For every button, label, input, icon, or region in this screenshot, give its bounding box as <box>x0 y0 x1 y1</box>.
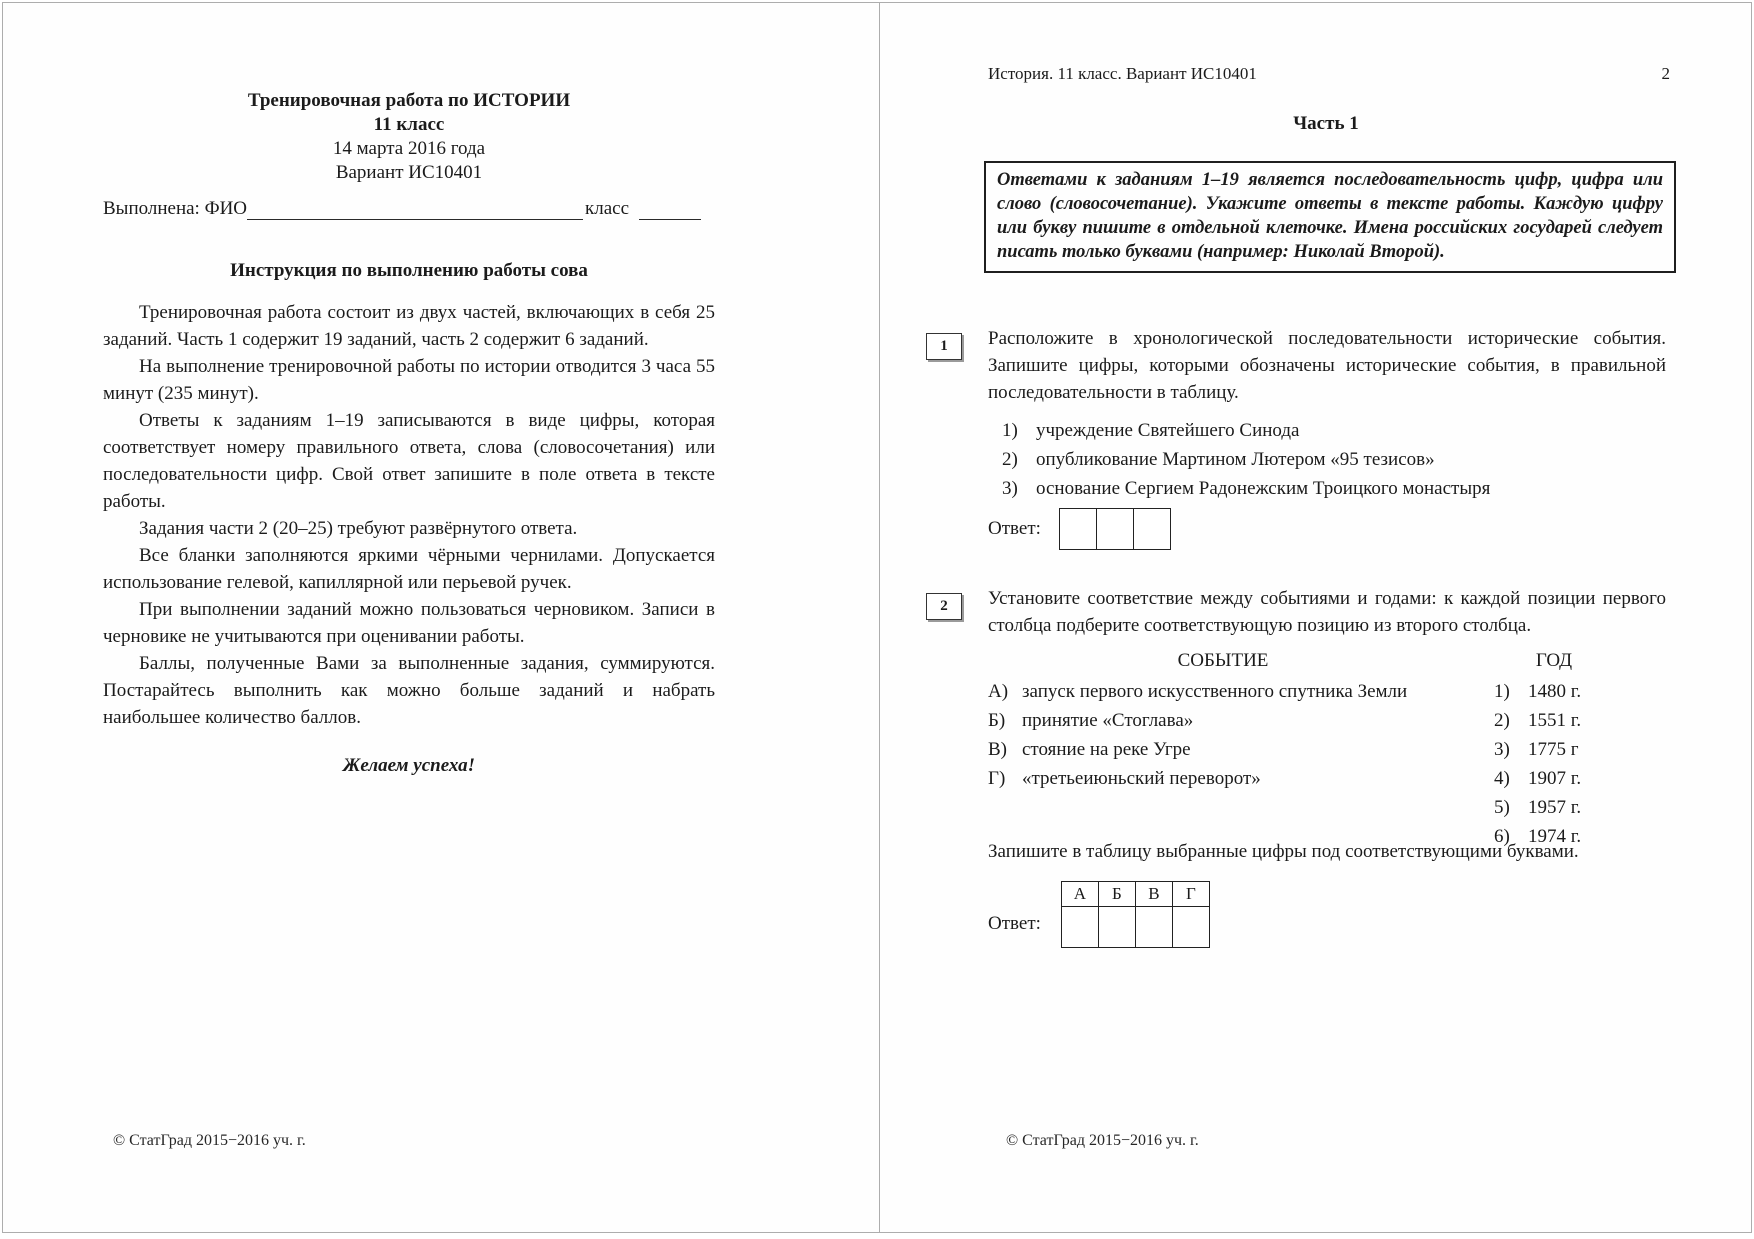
year-item <box>1494 677 1690 706</box>
item-number: 1) <box>1002 420 1018 441</box>
years-list <box>1458 677 1690 851</box>
answer-cell[interactable] <box>1061 907 1098 948</box>
question-1-answer-row <box>988 508 1171 550</box>
item-text: принятие «Стоглава» <box>1022 710 1194 731</box>
events-list <box>988 677 1458 851</box>
item-letter: Б) <box>988 710 1006 731</box>
year-item <box>1494 735 1690 764</box>
item-text: «третьеиюньский переворот» <box>1022 768 1261 789</box>
part-heading: Часть 1 <box>1293 113 1359 134</box>
page-number: 2 <box>1661 64 1670 83</box>
list-item <box>1002 474 1490 503</box>
list-item <box>1002 445 1490 474</box>
item-text: 1775 г <box>1528 739 1579 760</box>
item-number: 5) <box>1494 797 1510 818</box>
year-column-header: ГОД <box>1535 650 1573 671</box>
item-letter: Г) <box>988 768 1006 789</box>
running-header-title: История. 11 класс. Вариант ИС10401 <box>988 64 1257 83</box>
instruction-paragraph: Ответы к заданиям 1–19 записываются в виде цифры, которая соответствует номеру правильного ответа, слова (словосочетания) или последовательности цифр. Свой ответ запишите в поле ответа в тексте работы. <box>103 410 715 512</box>
fio-blank-field[interactable] <box>247 197 583 220</box>
item-letter: А) <box>988 681 1009 702</box>
class-blank-field[interactable] <box>639 197 701 220</box>
item-number: 2) <box>1002 449 1018 470</box>
fio-label: Выполнена: ФИО <box>103 198 248 219</box>
instruction-body <box>103 299 715 731</box>
event-item <box>988 706 1458 735</box>
answer-grid-header: А <box>1061 882 1098 907</box>
date-line: 14 марта 2016 года <box>332 138 486 159</box>
answer-cell[interactable] <box>1135 907 1172 948</box>
answer-grid-header-row <box>1061 882 1209 907</box>
student-info-row <box>103 197 701 220</box>
instruction-paragraph: Все бланки заполняются яркими чёрными чернилами. Допускается использование гелевой, капиллярной или перьевой ручек. <box>103 545 715 593</box>
item-text: учреждение Святейшего Синода <box>1036 420 1300 441</box>
instruction-paragraph: Тренировочная работа состоит из двух частей, включающих в себя 25 заданий. Часть 1 содержит 19 заданий, часть 2 содержит 6 заданий. <box>103 302 715 350</box>
answer-cell[interactable] <box>1096 509 1133 550</box>
answer-grid-input-row <box>1061 907 1209 948</box>
event-item <box>988 764 1458 793</box>
question-1-answer-grid <box>1059 508 1171 550</box>
question-1-options <box>1002 416 1490 503</box>
item-text: 1957 г. <box>1528 797 1582 818</box>
work-title-block <box>103 89 715 185</box>
matching-lists <box>988 677 1690 851</box>
item-text: 1974 г. <box>1528 826 1582 847</box>
year-item <box>1494 706 1690 735</box>
instruction-heading: Инструкция по выполнению работы сова <box>230 260 588 281</box>
item-text: 1907 г. <box>1528 768 1582 789</box>
question-2-number: 2 <box>926 593 962 620</box>
answer-label: Ответ: <box>988 518 1041 539</box>
answer-grid-header: Г <box>1172 882 1209 907</box>
copyright-footer: © СтатГрад 2015−2016 уч. г. <box>1006 1132 1199 1149</box>
question-1-text: Расположите в хронологической последовательности исторические события. Запишите цифры, которыми обозначены исторические события, в правильной последовательности в таблицу. <box>988 328 1666 403</box>
list-item <box>1002 416 1490 445</box>
answer-cell[interactable] <box>1059 509 1096 550</box>
question-2-text: Установите соответствие между событиями и годами: к каждой позиции первого столбца подберите соответствующую позицию из второго столбца. <box>988 588 1666 636</box>
class-label: класс <box>584 198 629 219</box>
item-text: основание Сергием Радонежским Троицкого монастыря <box>1036 478 1491 499</box>
item-number: 6) <box>1494 826 1510 847</box>
item-text: опубликование Мартином Лютером «95 тезисов» <box>1036 449 1435 470</box>
item-text: запуск первого искусственного спутника Земли <box>1022 681 1408 702</box>
event-item <box>988 735 1458 764</box>
answers-notice-box: Ответами к заданиям 1–19 является последовательность цифр, цифра или слово (словосочетание). Укажите ответы в тексте работы. Каждую цифру или букву пишите в отдельной клеточке. Имена российских государей следует писать только буквами (например: Николай Второй). <box>984 161 1676 273</box>
page-divider <box>879 3 880 1232</box>
instruction-paragraph: Баллы, полученные Вами за выполненные задания, суммируются. Постарайтесь выполнить как можно больше заданий и набрать наибольшее количество баллов. <box>103 653 715 728</box>
answer-label: Ответ: <box>988 913 1041 934</box>
item-number: 3) <box>1494 739 1510 760</box>
matching-column-headers <box>988 650 1650 672</box>
answer-grid-header: В <box>1135 882 1172 907</box>
page-1 <box>3 3 879 1232</box>
year-item <box>1494 793 1690 822</box>
instruction-paragraph: На выполнение тренировочной работы по истории отводится 3 часа 55 минут (235 минут). <box>103 356 715 404</box>
event-column-header: СОБЫТИЕ <box>1177 650 1269 671</box>
instruction-paragraph: При выполнении заданий можно пользоваться черновиком. Записи в черновике не учитываются при оценивании работы. <box>103 599 715 647</box>
year-item <box>1494 764 1690 793</box>
answer-cell[interactable] <box>1133 509 1170 550</box>
question-2-answer-grid <box>1061 881 1210 948</box>
item-number: 4) <box>1494 768 1510 789</box>
answer-cell[interactable] <box>1172 907 1209 948</box>
question-2-instruction: Запишите в таблицу выбранные цифры под соответствующими буквами. <box>988 841 1579 862</box>
page-2 <box>880 3 1754 1232</box>
copyright-footer: © СтатГрад 2015−2016 уч. г. <box>113 1132 306 1149</box>
variant-line: Вариант ИС10401 <box>335 162 483 183</box>
item-text: 1480 г. <box>1528 681 1582 702</box>
grade-line: 11 класс <box>373 114 445 135</box>
running-header <box>988 64 1670 84</box>
instruction-paragraph: Задания части 2 (20–25) требуют развёрнутого ответа. <box>139 518 578 539</box>
document-sheet <box>2 2 1752 1233</box>
item-text: стояние на реке Угре <box>1022 739 1191 760</box>
work-title: Тренировочная работа по ИСТОРИИ <box>247 90 571 111</box>
item-number: 2) <box>1494 710 1510 731</box>
good-luck-text: Желаем успеха! <box>342 755 476 776</box>
question-1-number: 1 <box>926 333 962 360</box>
item-letter: В) <box>988 739 1007 760</box>
answer-grid-header: Б <box>1098 882 1135 907</box>
item-text: 1551 г. <box>1528 710 1582 731</box>
event-item <box>988 677 1458 706</box>
item-number: 1) <box>1494 681 1510 702</box>
answer-cell[interactable] <box>1098 907 1135 948</box>
item-number: 3) <box>1002 478 1018 499</box>
question-2-answer-row <box>988 881 1210 948</box>
